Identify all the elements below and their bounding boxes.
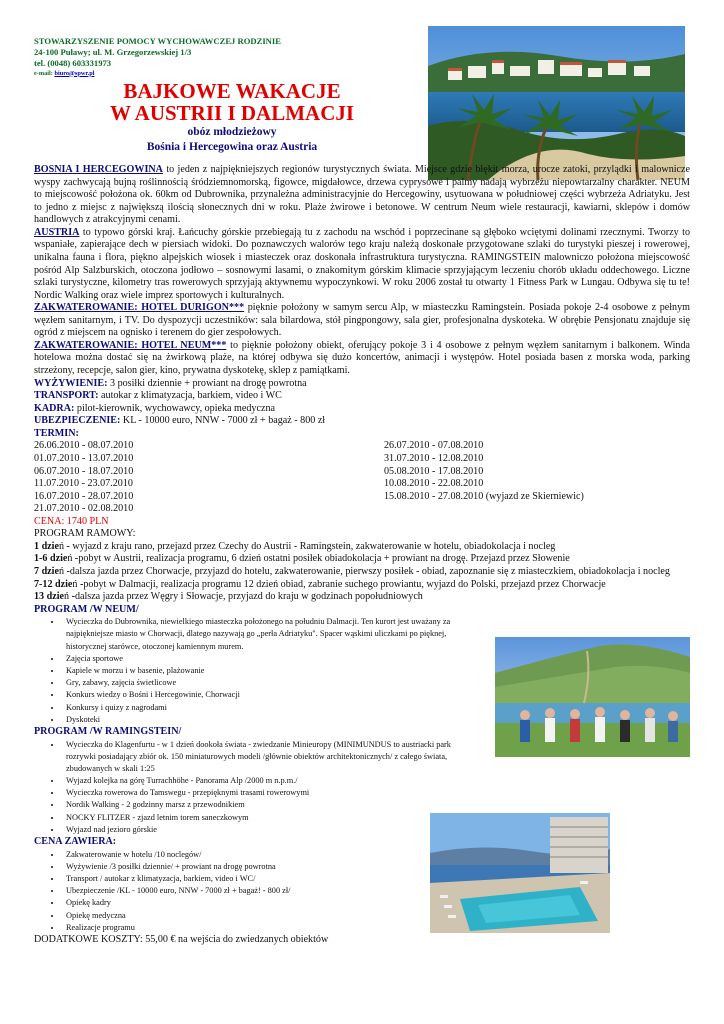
list-item: • Opiekę medyczna — [62, 910, 482, 922]
intro-austria — [34, 227, 690, 302]
durigon-heading: ZAKWATEROWANIE: HOTEL DURIGON*** — [34, 302, 245, 314]
org-name: STOWARZYSZENIE POMOCY WYCHOWAWCZEJ RODZINIE — [34, 36, 281, 46]
list-item: • Konkurs wiedzy o Bośni i Hercegowinie, Chorwacji — [62, 689, 482, 701]
program-text: pobyt w Austrii, realizacja programu, 6 dzień ostatni posiłek obiadokolacja + prowiant na drogę. Przejazd przez Słowenie — [78, 553, 570, 565]
program-day: 1 dzień - — [34, 540, 73, 552]
title-line-1: BAJKOWE WAKACJE — [123, 79, 341, 103]
page-title — [40, 80, 424, 125]
staff-label: KADRA: — [34, 402, 75, 414]
list-item: • Konkursy i quizy z nagrodami — [62, 702, 482, 714]
term-date: 06.07.2010 - 18.07.2010 — [34, 465, 134, 477]
terms-column-1 — [34, 440, 384, 515]
coast-town-photo — [428, 26, 685, 180]
list-item: • Wycieczka rowerowa do Tamswegu - przepięknymi trasami rowerowymi — [62, 787, 482, 799]
program-item — [34, 553, 690, 566]
meals-text: 3 posiłki dziennie + prowiant na drogę powrotna — [107, 377, 307, 389]
subtitle-line-1: obóz młodzieżowy — [187, 126, 277, 138]
program-heading: PROGRAM RAMOWY: — [34, 528, 136, 540]
insurance-label: UBEZPIECZENIE: — [34, 415, 121, 427]
org-address: 24-100 Puławy; ul. M. Grzegorzewskiej 1/3 — [34, 47, 192, 58]
neum-program-heading: PROGRAM /W NEUM/ — [34, 603, 139, 615]
title-line-2: W AUSTRII I DALMACJI — [109, 101, 355, 126]
term-date: 16.07.2010 - 28.07.2010 — [34, 490, 134, 502]
neum-heading: ZAKWATEROWANIE: HOTEL NEUM*** — [34, 339, 227, 351]
includes-heading: CENA ZAWIERA: — [34, 836, 117, 847]
terms-table — [34, 440, 690, 515]
insurance-text: KL - 10000 euro, NNW - 7000 zł + bagaż - 800 zł — [120, 415, 326, 427]
list-item: • Nordik Walking - 2 godzinny marsz z przewodnikiem — [62, 799, 482, 811]
neum-program-list — [34, 616, 482, 726]
program-day: 7-12 dzień - — [34, 578, 84, 590]
subtitle-line-2: Bośnia i Hercegowina oraz Austria — [146, 140, 318, 153]
bih-text: to jeden z najpiękniejszych regionów turystycznych świata. Miejsce gdzie błękit morza, urocze zatoki, przylądki i malownicze wyspy zachwycają bujną roślinnością śródziemnomorską, figowce, migdałowce, drzewa cyprysowe i palmy nadają wybrzeżu niepowtarzalny charakter. NEUM to miejscowość położona ok. 60km od Dubrownika, przynależna administracyjnie do Hercegowiny, usytuowana w południowej części wybrzeża Adriatyku. Jest to jedno z miejsc z największą ilością słonecznych dni w roku. Plaże żwirowe i betonowe. W centrum Neum wiele restauracji, kawiarni, sklepów i domów handlowych z atrakcyjnymi cenami. — [34, 164, 690, 226]
term-date: 01.07.2010 - 13.07.2010 — [34, 452, 134, 464]
list-item: • Realizacje programu — [62, 922, 482, 934]
page-subtitle — [40, 125, 424, 155]
program-text: wyjazd z kraju rano, przejazd przez Czechy do Austrii - Ramingstein, zakwaterowanie w hotelu, obiadokolacja i nocleg — [72, 540, 556, 552]
list-item: • Wyjazd kolejka na górę Turrachhöhe - Panorama Alp /2000 m n.p.m./ — [62, 775, 482, 787]
meals-label: WYŻYWIENIE: — [34, 377, 108, 389]
program-day: 1-6 dzień - — [34, 553, 79, 565]
accommodation-durigon — [34, 302, 690, 340]
term-date: 15.08.2010 - 27.08.2010 (wyjazd ze Skierniewic) — [384, 490, 584, 502]
includes-list — [34, 849, 482, 934]
ramingstein-program-heading: PROGRAM /W RAMINGSTEIN/ — [34, 725, 182, 737]
term-date: 26.06.2010 - 08.07.2010 — [34, 440, 134, 452]
insurance-line — [34, 415, 690, 428]
term-date: 11.07.2010 - 23.07.2010 — [34, 478, 133, 490]
transport-text: autokar z klimatyzacja, barkiem, video i WC — [98, 390, 282, 402]
list-item: • Wyżywienie /3 posiłki dziennie/ + prowiant na drogę powrotna — [62, 861, 482, 873]
ramingstein-program-list — [34, 739, 482, 837]
program-text: pobyt w Dalmacji, realizacja programu 12 dzień obiad, zabranie suchego prowiantu, wyjazd do Polski, przejazd przez Chorwacje — [83, 578, 606, 590]
term-date: 21.07.2010 - 02.08.2010 — [34, 503, 134, 515]
term-date: 31.07.2010 - 12.08.2010 — [384, 452, 484, 464]
term-date: 10.08.2010 - 22.08.2010 — [384, 478, 484, 490]
email-link[interactable]: biuro@spwr.pl — [54, 69, 95, 77]
list-item: • Ubezpieczenie /KL - 10000 euro, NNW - 7000 zł + bagaż! - 800 zł/ — [62, 885, 482, 897]
durigon-text: pięknie położony w samym sercu Alp, w miasteczku Ramingstein. Posiada pokoje 2-4 osobowe z pełnym węzłem sanitarnym, i TV. Do dyspozycji uczestników: sala bilardowa, stół pingpongowy, sala gier, profesjonalna dyskoteka. W obrębie Pensjonatu znajduje się ogród z miejscem na ognisko i terenem do gier zespołowych. — [34, 302, 691, 339]
list-item: • Wyjazd nad jezioro górskie — [62, 824, 482, 836]
extra-costs-line: DODATKOWE KOSZTY: 55,00 € na wejścia do zwiedzanych obiektów — [34, 933, 329, 945]
list-item: • Gry, zabawy, zajęcia świetlicowe — [62, 677, 482, 689]
term-date: 26.07.2010 - 07.08.2010 — [384, 440, 484, 452]
list-item: • Zakwaterowanie w hotelu /10 noclegów/ — [62, 849, 482, 861]
program-text: dalsza jazda przez Węgry i Słowacje, przyjazd do kraju w godzinach popołudniowych — [74, 591, 423, 603]
org-email-line — [34, 70, 281, 78]
staff-text: pilot-kierownik, wychowawcy, opieka medyczna — [74, 402, 275, 414]
program-item — [34, 579, 609, 592]
program-item — [34, 566, 690, 579]
list-item: • Wycieczka do Klagenfurtu - w 1 dzień dookoła świata - zwiedzanie Minieuropy (MINIMUNDUS to austriacki park rozrywki posiadający zbiór ok. 150 miniaturowych modeli /głównie obiektów architektonicznych/ z całego świata, zbudowanych w skali 1:25 — [62, 739, 482, 776]
terms-column-2 — [384, 440, 584, 515]
program-day: 7 dzień - — [34, 566, 70, 577]
term-date: 05.08.2010 - 17.08.2010 — [384, 465, 484, 477]
meals-line — [34, 378, 690, 391]
intro-bih — [34, 164, 690, 227]
list-item: • Opiekę kadry — [62, 897, 482, 909]
transport-line — [34, 390, 690, 403]
price-line: CENA: 1740 PLN — [34, 515, 109, 527]
list-item: • NOCKY FLITZER - zjazd letnim torem saneczkowym — [62, 812, 482, 824]
list-item: • Zajęcia sportowe — [62, 653, 482, 665]
list-item: • Wycieczka do Dubrownika, niewielkiego miasteczka położonego na południu Dalmacji. Ten kurort jest uważany za najpiękniejsze miasto w Chorwacji, dlatego nazywają go „perła Adriatyku". Spacer wąskimi uliczkami po pięknej, historycznej starówce, otoczonej kamiennym murem. — [62, 616, 482, 653]
list-item: • Dyskoteki — [62, 714, 482, 726]
email-label: e-mail: — [34, 69, 55, 77]
program-text: dalsza jazda przez Chorwacje, przyjazd do hotelu, zakwaterowanie, pierwszy posiłek - obiad, zapoznanie się z miasteczkiem, obiadokolacja i nocleg — [69, 566, 670, 577]
accommodation-neum — [34, 340, 690, 378]
staff-line — [34, 403, 690, 416]
transport-label: TRANSPORT: — [34, 390, 99, 402]
austria-text: to typowo górski kraj. Łańcuchy górskie przebiegają tu z zachodu na wschód i poprzecinane są głęboko wciętymi dolinami rzecznymi. Tworzy to wspaniałe, zapierające dech w piersiach widoki. Do poznawczych walorów tego kraju należą doskonałe przygotowane szlaki do turystyki pieszej i rowerowej, unikalna fauna i flora, piękno alpejskich wiosek i miasteczek oraz doskonała infrastruktura turystyczna. RAMINGSTEIN malowniczo położona miejscowość pośród Alp Salzburskich, otoczona jodłowo – sosnowymi lasami, o znakomitym górskim klimacie sprzyjającym leczeniu chorób układu oddechowego. Liczne szlaki turystyczne, kilometry tras rowerowych sprzyjają aktywnemu wypoczynkowi. W roku 2006 został tu otwarty 1 Fitness Park w Lungau. Odbywa się tu te! Nordic Walking oraz wiele imprez sportowych i kulturalnych. — [34, 226, 690, 301]
document-body — [34, 164, 690, 946]
program-item — [34, 541, 690, 554]
neum-text: to pięknie położony obiekt, oferujący pokoje 3 i 4 osobowe z pełnym węzłem sanitarnym i balkonem. Winda hotelowa można dostać się na żwirkową plaże, na której odbywa się dużo koncertów, animacji i występów. Hotel posiada basen z morska woda, parking strzeżony, recepcje, salon gier, kino, prywatna dyskotekę, sklep z pamiątkami. — [34, 339, 690, 376]
austria-heading: AUSTRIA — [34, 226, 80, 238]
organization-header — [34, 36, 281, 78]
org-phone: tel. (0048) 603331973 — [34, 58, 112, 69]
terms-label: TERMIN: — [34, 427, 79, 439]
list-item: • Kapiele w morzu i w basenie, plażowanie — [62, 665, 482, 677]
list-item: • Transport / autokar z klimatyzacja, barkiem, video i WC/ — [62, 873, 482, 885]
program-item — [34, 591, 690, 604]
program-day: 13 dzień - — [34, 591, 75, 603]
bih-heading: BOSNIA I HERCEGOWINA — [34, 164, 163, 175]
